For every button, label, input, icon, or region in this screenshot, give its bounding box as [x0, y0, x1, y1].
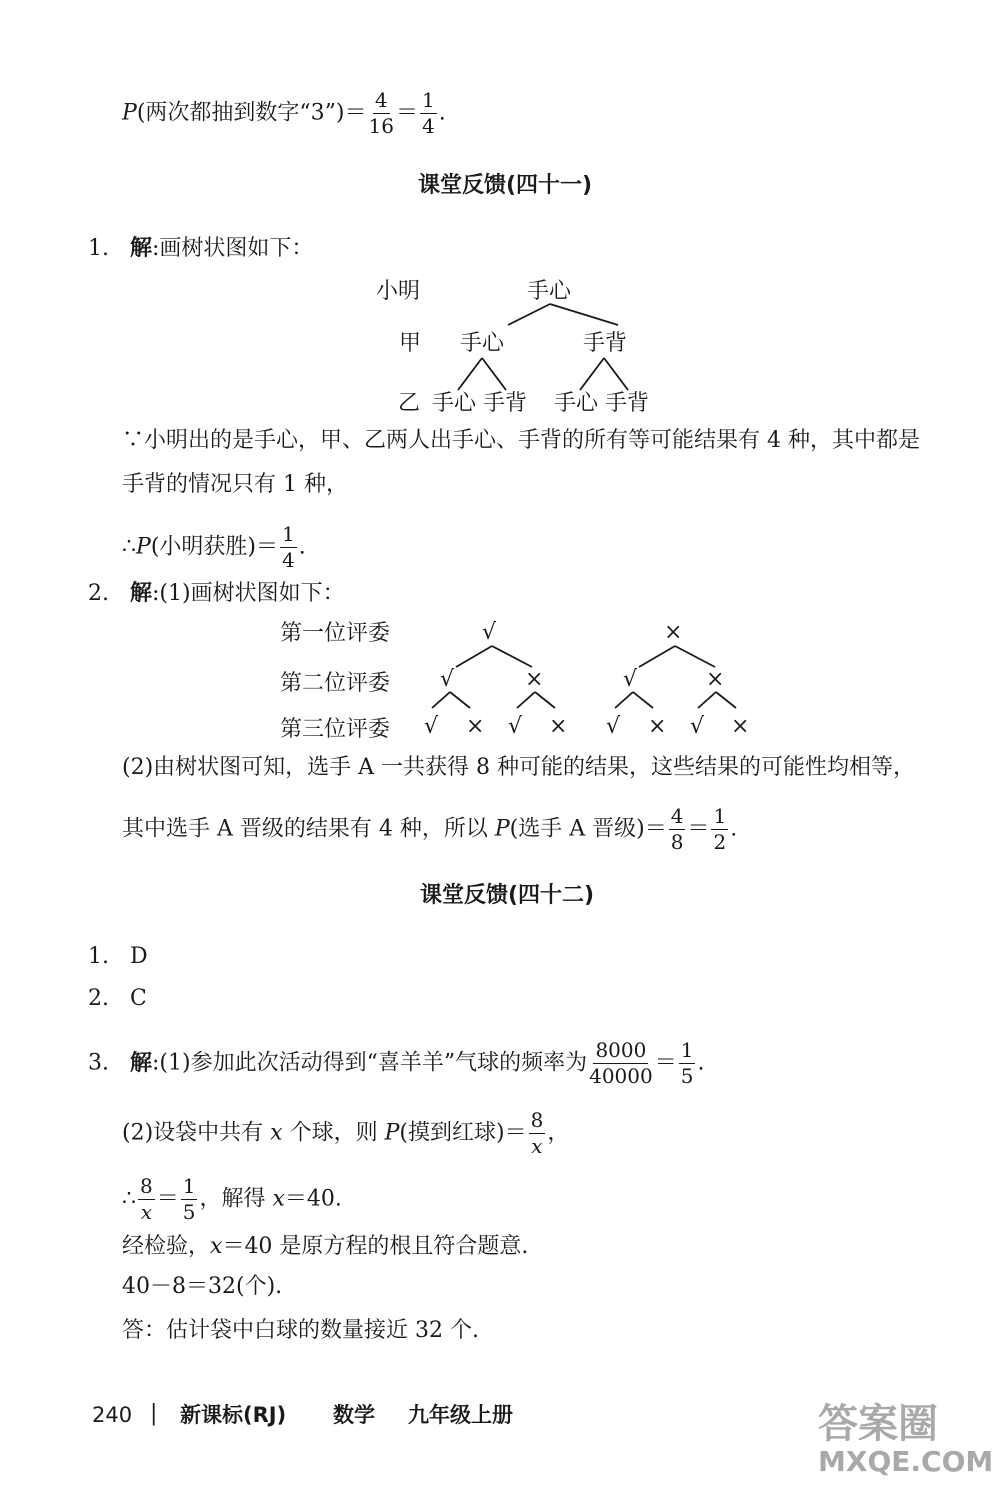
text: :(1)参加此次活动得到“喜羊羊”气球的频率为 — [152, 1050, 588, 1076]
period: . — [298, 534, 306, 560]
question-3-part-1 — [88, 1040, 704, 1087]
equation-line — [122, 1176, 342, 1223]
part-2-line-2 — [122, 806, 737, 853]
denominator: 16 — [368, 114, 394, 138]
numerator: 1 — [421, 88, 435, 112]
tree-node: × — [648, 714, 667, 739]
numerator: 8 — [530, 1108, 544, 1132]
tree-node: √ — [508, 714, 523, 739]
event-text: (摸到红球)＝ — [399, 1120, 527, 1146]
fraction — [669, 806, 686, 853]
answer-1 — [88, 946, 148, 968]
tree-node: √ — [623, 667, 638, 692]
tree-node: × — [466, 714, 485, 739]
text: ＝40. — [284, 1186, 342, 1212]
denominator: 2 — [713, 830, 727, 854]
question-number: 2. — [88, 581, 109, 606]
intro-text: :画树状图如下： — [152, 236, 314, 261]
text: 经检验， — [122, 1234, 211, 1259]
tree-node: 手背 — [583, 331, 628, 356]
comma: ， — [547, 1120, 570, 1146]
question-1-intro — [88, 238, 313, 260]
equals: ＝ — [654, 1050, 677, 1076]
section-title-41: 课堂反馈(四十一) — [418, 173, 593, 198]
calc-line: 40－8＝32(个). — [122, 1274, 283, 1299]
answer-choice: D — [130, 944, 148, 969]
denominator: 4 — [281, 548, 295, 572]
fraction — [679, 1040, 696, 1087]
tree-node: × — [706, 667, 725, 692]
numerator: 1 — [680, 1038, 694, 1062]
tree-node: √ — [424, 714, 439, 739]
tree-node: 手心 — [554, 391, 599, 416]
p-symbol: P — [384, 1120, 400, 1146]
tree-row-label: 第一位评委 — [280, 621, 391, 646]
subject: 数学 — [333, 1403, 375, 1427]
event-text: (选手 A 晋级)＝ — [509, 816, 667, 842]
page-number: 240 — [92, 1403, 133, 1427]
tree-node: × — [525, 667, 544, 692]
tree-node: √ — [440, 667, 455, 692]
grade: 九年级上册 — [408, 1403, 513, 1427]
tree-node: √ — [690, 714, 705, 739]
question-2-intro — [88, 583, 345, 605]
text: ，解得 — [199, 1186, 273, 1212]
text: ＝40 是原方程的根且符合题意. — [222, 1234, 529, 1259]
numerator: 1 — [281, 522, 295, 546]
question-number: 2. — [88, 986, 109, 1011]
period: . — [730, 816, 738, 842]
numerator: 4 — [670, 804, 684, 828]
denominator: 40000 — [589, 1064, 653, 1088]
tree-node: × — [731, 714, 750, 739]
denominator: x — [531, 1134, 543, 1158]
because-line-2: 手背的情况只有 1 种， — [122, 472, 348, 497]
check-line — [122, 1236, 528, 1258]
equals: ＝ — [156, 1186, 179, 1212]
intro-text: :(1)画树状图如下： — [152, 581, 345, 606]
denominator: 4 — [421, 114, 435, 138]
text: 个球，则 — [282, 1120, 385, 1146]
answer-2 — [88, 988, 147, 1010]
fraction — [181, 1176, 198, 1223]
watermark-logo: 答案圈 — [818, 1401, 938, 1447]
tree-row-label: 第二位评委 — [280, 671, 391, 696]
numerator: 1 — [713, 804, 727, 828]
event-text: (小明获胜)＝ — [150, 534, 278, 560]
tree-node-root: 手心 — [527, 279, 572, 304]
solution-label: 解 — [130, 236, 153, 261]
denominator: x — [140, 1200, 152, 1224]
answer-line: 答：估计袋中白球的数量接近 32 个. — [122, 1318, 479, 1343]
solution-label: 解 — [130, 1050, 153, 1076]
period: . — [697, 1050, 705, 1076]
therefore-symbol: ∴ — [122, 534, 136, 560]
therefore-symbol: ∴ — [122, 1186, 136, 1212]
denominator: 5 — [182, 1200, 196, 1224]
text: (2)设袋中共有 — [122, 1120, 271, 1146]
tree-row-label: 小明 — [376, 279, 421, 304]
tree-node: 手心 — [432, 391, 477, 416]
variable-x: x — [270, 1120, 283, 1146]
fraction — [589, 1040, 653, 1087]
denominator: 8 — [670, 830, 684, 854]
tree-node: × — [664, 620, 683, 645]
tree-node: 手背 — [483, 391, 528, 416]
solution-label: 解 — [130, 581, 153, 606]
p-symbol: P — [136, 534, 151, 560]
fraction — [368, 90, 393, 137]
tree-node: × — [549, 714, 568, 739]
question-number: 3. — [88, 1050, 109, 1076]
variable-x: x — [210, 1234, 223, 1259]
tree-row-label: 第三位评委 — [280, 717, 391, 742]
fraction — [420, 90, 437, 137]
probability-line-prev — [122, 90, 446, 137]
period: . — [438, 100, 446, 126]
tree-node: √ — [482, 620, 497, 645]
answer-choice: C — [130, 986, 147, 1011]
question-number: 1. — [88, 944, 109, 969]
question-number: 1. — [88, 236, 109, 261]
fraction — [711, 806, 728, 853]
variable-x: x — [272, 1186, 285, 1212]
equals: ＝ — [395, 100, 418, 126]
numerator: 8000 — [595, 1038, 647, 1062]
footer-separator: | — [150, 1401, 158, 1426]
tree-node: 手心 — [460, 331, 505, 356]
question-3-part-2 — [122, 1110, 569, 1157]
fraction — [529, 1110, 546, 1157]
tree-node: 手背 — [605, 391, 650, 416]
numerator: 1 — [182, 1174, 196, 1198]
probability-line-q1 — [122, 524, 306, 571]
event-text: (两次都抽到数字“3”)＝ — [136, 100, 367, 126]
text: 其中选手 A 晋级的结果有 4 种，所以 — [122, 816, 495, 842]
tree-row-label: 乙 — [398, 391, 421, 416]
denominator: 5 — [680, 1064, 694, 1088]
tree-row-label: 甲 — [399, 331, 422, 356]
p-symbol: P — [494, 816, 510, 842]
section-title-42: 课堂反馈(四十二) — [420, 883, 595, 908]
book-name: 新课标(RJ) — [180, 1403, 287, 1427]
numerator: 4 — [374, 88, 388, 112]
part-2-line-1: (2)由树状图可知，选手 A 一共获得 8 种可能的结果，这些结果的可能性均相等， — [122, 755, 916, 780]
tree-node: √ — [606, 714, 621, 739]
p-symbol: P — [122, 100, 137, 126]
fraction — [280, 524, 297, 571]
numerator: 8 — [140, 1174, 153, 1198]
because-line-1: ∵小明出的是手心，甲、乙两人出手心、手背的所有等可能结果有 4 种，其中都是 — [122, 428, 920, 453]
watermark-url: MXQE.COM — [818, 1445, 994, 1478]
equals: ＝ — [687, 816, 710, 842]
fraction — [138, 1176, 155, 1223]
